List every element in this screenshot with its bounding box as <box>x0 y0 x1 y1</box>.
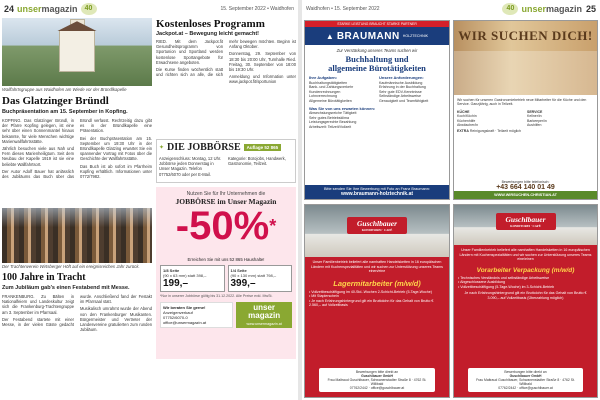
col-item: Kundenrechnungen <box>309 89 341 94</box>
brand-word: unser <box>521 4 546 14</box>
bullet-item: • Je nach Erfahrungshintergrund gilt ein Bruttolohn für das Gehalt von Brutto € 2.560,– auf Vollzeitbasis <box>309 298 434 307</box>
contact-name: Anzeigenverkauf <box>163 310 193 315</box>
col-item: Lohnverrechnung <box>309 94 337 99</box>
mag-web[interactable]: www.unsermagazin.at <box>246 322 282 326</box>
braumann-company-sub: HOLZTECHNIK <box>402 34 429 38</box>
article-headline: Kostenloses Programm <box>156 18 265 30</box>
wirsuchen-phone-label: Bewerbungen bitte telefonisch: <box>501 179 550 184</box>
guschlbauer-position: Vorarbeiter Verpackung (m/w/d) <box>476 266 575 274</box>
col-item: Sehr gutes Betriebsklima <box>309 115 349 120</box>
brand-bold-word: magazin <box>41 4 78 14</box>
contact-name: Guschlbauer GmbH <box>509 374 542 378</box>
bullet-item: • Vollzeitbeschäftigung im 40-Std.-Wochen 2-Schicht-Betrieb (5-Tage-Woche) <box>309 289 432 294</box>
article-body <box>2 118 152 200</box>
guschlbauer-pay: Je nach Erfahrungshintergrund gilt ein Bruttolohn für das Gehalt von Brutto € 3.090,– auf Vollzeitbasis (Überzahlung möglich) <box>464 291 587 300</box>
article-body <box>2 294 152 390</box>
contact-email[interactable]: office@unsermagazin.at <box>163 320 207 325</box>
bullet-text: Je nach Erfahrungshintergrund gilt ein Bruttolohn für das Gehalt von Brutto € 2.560,– auf Vollzeitbasis <box>309 298 434 307</box>
guschlbauer-photo <box>454 205 597 245</box>
contact-title: Bewerbungen bitte direkt an <box>355 370 399 374</box>
article-paragraph: Bei der Buchpräsentation am 15. September um 19:30 Uhr in der Bründlkapelle Glatzing erwartet Sie ein spannender Vortrag mit Fotos über die Geschichte der Wallfahrtsstätte. <box>80 135 152 162</box>
guschlbauer-logo <box>496 213 556 230</box>
wirsuchen-columns <box>454 110 597 128</box>
promo-footnote: *Nur in unserer Jobbörse gültig bis 31.12.2022. Alle Preise exkl. MwSt. <box>160 294 273 298</box>
tracht-group-photo <box>2 208 152 263</box>
anniversary-badge: 40 <box>502 3 518 15</box>
price-value: 199,– <box>163 278 189 289</box>
col-head: Was Sie von uns erwarten können: <box>309 105 376 111</box>
col-head: Unsere Anforderungen: <box>379 75 424 80</box>
col-item: Abwechslungsreiche Tätigkeit <box>309 111 357 116</box>
mag-logo-line1: unser <box>253 303 276 312</box>
guschlbauer-contact <box>319 368 435 392</box>
jobboerse-icon: ✦ <box>159 145 165 151</box>
col-head: SERVICE <box>527 109 543 114</box>
contact-phone[interactable]: 07762/2442 · office@guschlbauer.at <box>349 386 405 390</box>
wirsuchen-footer <box>454 180 597 199</box>
col-item: Allgemeine Bürotätigkeiten <box>309 98 352 103</box>
col-item: Aushilfen <box>527 123 542 128</box>
guschlbauer-bullets <box>454 276 597 290</box>
wirsuchen-job-ad <box>453 20 598 200</box>
braumann-company: BRAUMANN <box>336 30 400 42</box>
jobboerse-promo-ad <box>156 187 296 359</box>
col-item: Koch/Köchin <box>457 114 477 119</box>
promo-title: JOBBÖRSE im Unser Magazin <box>175 197 277 206</box>
col-item: Leistungsgerechte Bezahlung <box>309 120 357 125</box>
jobboerse-circulation-tag: Auflage 52 865 <box>244 144 282 151</box>
wirsuchen-col-kitchen <box>457 110 524 128</box>
price-label: 1/4 Seite <box>230 268 247 273</box>
article-paragraph: Der Festabend startete mit einer Messe, in der vielen Gäste gedacht wurde. Anschließend fand der Festakt im Pfarrsaal statt. <box>2 294 152 328</box>
contact-address: Frau Maltraud Guschlbauer, Schwanenstadter Straße 8 · 4762 St. Willibald <box>327 378 427 386</box>
price-sub: (90 x 130 mm) statt 798,– <box>230 273 277 278</box>
left-page <box>0 0 298 400</box>
logo-text: Guschlbauer <box>505 215 546 224</box>
contact-address: Frau Maltraud Guschlbauer, Schwanenstadter Straße 8 · 4762 St. Willibald <box>476 378 575 386</box>
brand-word: unser <box>17 4 42 14</box>
promo-contact-row <box>160 302 292 328</box>
price-box-quarter <box>228 265 293 292</box>
article-paragraph: Der Autor Adolf Bauer hat anlässlich des Jubiläums das Buch über das Bründl verfasst. Rechtzeitig dazu gibt es in der Bründlkapelle eine Präsentation. <box>2 118 152 180</box>
mag-logo-line2: magazin <box>248 311 281 320</box>
wirsuchen-col-extra: EXTRA Reinigungskraft · Teilzeit möglich <box>457 129 521 134</box>
col-item: Arbeitszeit: Teilzeit/Vollzeit <box>309 124 352 129</box>
col-head: Ihre Aufgaben: <box>309 75 338 80</box>
promo-intro: Nutzen Sie für Ihr Unternehmen die <box>186 191 266 197</box>
wirsuchen-intro: Wir suchen für unseren Gastronomiebetrieb neue Mitarbeiter für die Küche und den Service. Ganzjährig, auch in Teilzeit. <box>457 98 587 107</box>
contact-name: Guschlbauer GmbH <box>361 374 393 378</box>
article-headline: 100 Jahre in Tracht <box>2 272 86 283</box>
bullet-text: Abgeschlossene Ausbildung <box>460 280 506 284</box>
page-number-right: 25 <box>585 4 596 14</box>
col-item: Reinigungskraft <box>469 129 495 134</box>
jobboerse-title: DIE JOBBÖRSE <box>167 142 241 153</box>
contact-phone[interactable]: 07762/2442 · office@guschlbauer.at <box>498 386 553 390</box>
article-paragraph: FRANKENBURG. Zu Bälten in Nationalfeiern und Landeskultur zeigt sich die Frankenburg-Trachtengruppe am 3. September im Pfarrsaal. <box>2 294 74 315</box>
article-paragraph: Die Kurse finden wöchentlich statt und richten sich an alle, die sich mehr bewegen möchten. Beginn ist Anfang Oktober. <box>156 39 296 78</box>
braumann-columns <box>305 73 449 107</box>
logo-text: Guschlbauer <box>356 219 397 228</box>
left-page-header <box>0 0 298 18</box>
jobboerse-title-row <box>159 142 293 153</box>
article-headline: Das Glatzinger Bründl <box>2 95 109 107</box>
logo-sub: KONDITOREI · CAFÉ <box>510 224 541 228</box>
wirsuchen-col-service <box>527 110 594 128</box>
photo-caption: Der Trachtenverein Wirtsberger Höft auf ein ereignisreiches Jahr zurück. <box>2 264 140 269</box>
col-item: Kellner/in <box>527 114 542 119</box>
col-item: Genauigkeit und Teamfähigkeit <box>379 98 429 103</box>
price-sub: (90 x 63 mm) statt 398,– <box>163 273 207 278</box>
logo-sub: KONDITOREI · CAFÉ <box>361 228 393 232</box>
promo-percent-row <box>160 206 292 255</box>
guschlbauer-photo <box>305 205 449 257</box>
article-kostenlos <box>156 18 296 359</box>
bullet-item: • Vollzeitbeschäftigung (5-Tage-Woche) im 3-Schicht-Betrieb <box>458 284 555 289</box>
braumann-col-offer <box>305 107 449 130</box>
guschlbauer-contact <box>468 368 583 392</box>
col-item: Erfahrung in der Buchhaltung <box>379 85 426 90</box>
braumann-job-ad <box>304 20 450 200</box>
photo-caption: Wallfahrtsgruppe aus Waidhofen am Wiede vor der Bründlkapelle <box>2 87 127 92</box>
price-box-eighth <box>160 265 225 292</box>
braumann-web[interactable]: www.braumann-holztechnik.at <box>340 191 414 197</box>
article-body <box>156 39 296 137</box>
col-item: Buchhaltungstätigkeiten <box>309 80 348 85</box>
price-label: 1/8 Seite <box>163 268 180 273</box>
col-item: Abwäscher/in <box>457 123 479 128</box>
article-paragraph: Musikalisch umrahmt wurde der Abend von den Frankenburger Musikanten. Bürgermeister und Vertreter der Landesvereine gratulierten zum runden Jubiläum. <box>80 306 152 333</box>
braumann-banner: STARKE LEISTUNG BRAUCHT STARKE PARTNER <box>305 21 449 27</box>
guschlbauer-vorarbeiter-ad <box>453 204 598 398</box>
right-page-header <box>302 0 600 18</box>
guschlbauer-intro: Unser Familienbetrieb beliefert alle namhaften Handelsketten in 16 europäischen Ländern mit Kuchenspezialitäten und wir suchen zur Unterstützung unseres Teams eine/einen <box>459 248 592 261</box>
article-subhead: Zum Jubiläum gab's einen Festabend mit Messe. <box>2 285 130 291</box>
article-paragraph: Das Buch ist ab sofort im Pfarrheim Kopfing erhältlich. Informationen unter 0772/7982. <box>80 163 152 180</box>
jobboerse-banner <box>156 139 296 183</box>
article-paragraph: RIED. Mit dem Jackpot.fit Gesundheitsprogramm von Sportunion und Sportland werden kostenlose Sportangebote für Erwachsene angeboten. <box>156 39 223 65</box>
bullet-text: Mit Staplerschein <box>311 294 339 298</box>
promo-reach: Erreichen Sie mit uns 52 865 Haushalte! <box>187 257 265 262</box>
wirsuchen-photo <box>454 51 597 95</box>
price-value: 399,– <box>230 278 256 289</box>
guschlbauer-position: Lagermitarbeiter (m/w/d) <box>333 278 421 288</box>
braumann-col-tasks <box>309 76 375 104</box>
left-date-line: 15. September 2022 • Waidhofen <box>220 6 294 12</box>
braumann-col-requirements <box>379 76 445 104</box>
wirsuchen-phone[interactable]: +43 664 140 01 49 <box>496 184 555 191</box>
bullet-item: • Mit Staplerschein <box>309 294 339 298</box>
article-tracht <box>2 208 152 390</box>
braumann-footer-text: Bitte senden Sie Ihre Bewerbung mit Foto an Franz Braumann: <box>324 187 430 191</box>
article-subhead: Buchpräsentation am 15. September in Kopfing. <box>2 109 128 115</box>
col-item: Küchenhilfe <box>457 118 476 123</box>
jobboerse-text-row <box>159 156 293 177</box>
col-head: EXTRA <box>457 129 469 134</box>
braumann-tagline: Zur Verstärkung unseres Teams suchen wir <box>336 48 418 53</box>
braumann-title-1: Buchhaltung und <box>345 54 409 64</box>
wirsuchen-title: WIR SUCHEN DICH! <box>458 28 593 43</box>
chapel-building-shape <box>59 30 95 72</box>
bullet-text: Vollzeitbeschäftigung (5-Tage-Woche) im 3-Schicht-Betrieb <box>460 284 555 289</box>
chapel-photo <box>2 18 152 86</box>
guschlbauer-bullets <box>305 290 449 308</box>
promo-percent: -50% <box>175 204 270 248</box>
right-date-line: Waidhofen • 15. September 2022 <box>306 6 380 12</box>
braumann-logo-icon: ▲ <box>325 31 334 41</box>
article-paragraph: Jährlich besuchen viele aus Nah und Fern dieses Marienheiligtum. Seit dem Neubau der Kapelle 1919 ist sie eine beliebte Wallfahrtsort. <box>2 146 74 167</box>
guschlbauer-logo <box>347 217 407 234</box>
contact-title: Bewerbungen bitte direkt an <box>504 370 547 374</box>
bullet-text: Vollzeitbeschäftigung im 40-Std.-Wochen 2-Schicht-Betrieb (5-Tage-Woche) <box>311 289 432 294</box>
promo-asterisk: * <box>269 216 277 236</box>
right-page <box>302 0 600 400</box>
article-subhead: Jackpot.at – Bewegung leicht gemacht! <box>156 31 259 37</box>
col-item: Bank- und Zahlungsverkehr <box>309 85 354 90</box>
guschlbauer-intro: Unser Familienbetrieb beliefert alle namhaften Handelsketten in 16 europäischen Ländern mit Kuchenspezialitäten und wir suchen zur Unterstützung unseres Teams einen/eine <box>311 260 443 273</box>
promo-price-row <box>160 265 292 292</box>
col-item: Selbständige Arbeitsweise <box>379 94 421 99</box>
col-item: Teilzeit möglich <box>497 129 521 134</box>
col-item: Barkeeper/in <box>527 118 547 123</box>
guschlbauer-lager-ad <box>304 204 450 398</box>
article-glatzinger <box>2 18 152 200</box>
braumann-footer <box>305 185 449 199</box>
col-item: Sehr gute EDV-Kenntnisse <box>379 89 422 94</box>
bullet-text: Technisches Verständnis und selbständige Arbeitsweise <box>460 275 550 280</box>
page-number-left: 24 <box>4 4 15 14</box>
jobboerse-left-text: Anzeigenschluss: Montag, 12 Uhr. Jobbörse jeden Donnerstag in Unser Magazin. Telefon 07752/6070 oder per E-Mail. <box>159 156 222 177</box>
article-paragraph: KOPFING. Das Glatzinger Bründl, in der Pfarre Kopfing gelegen, ist eine sehr über einen Sonnenmantel hinaus bekannte, für viele Menschen wichtige Marienwallfahrtsstätte. <box>2 118 74 144</box>
bullet-item: • Abgeschlossene Ausbildung <box>458 280 506 284</box>
brand-bold-word: magazin <box>545 4 582 14</box>
wirsuchen-header <box>454 21 597 51</box>
bullet-item: • Technisches Verständnis und selbständige Arbeitsweise <box>458 275 550 280</box>
promo-contact-box <box>160 302 233 328</box>
magazine-logo-box <box>236 302 292 328</box>
braumann-title-2: allgemeine Bürotätigkeiten <box>328 63 426 73</box>
col-head: KÜCHE <box>457 109 470 114</box>
contact-phone[interactable]: 07752/6070-0 <box>163 315 188 320</box>
article-paragraph: Donnerstag, 29. September von 18:30 bis 20:00 Uhr, Turnhalle Ried. Freitag, 30. September von 18:00 bis 19:30 Uhr. <box>229 51 296 73</box>
magazine-logo <box>521 4 582 14</box>
col-item: Kaufmännische Ausbildung <box>379 80 423 85</box>
jobboerse-right-text: Kategorie: Bürojobs, Handwerk, Gastronomie, Teilzeit. <box>228 156 286 167</box>
anniversary-badge: 40 <box>81 3 97 15</box>
contact-title: Wir beraten Sie gerne! <box>163 305 206 310</box>
article-paragraph: Anmeldung und Information unter www.jackpot.fit/sportunion <box>229 74 296 85</box>
braumann-logo-bar <box>305 27 449 45</box>
wirsuchen-web[interactable]: WWW.WIRSUCHEN-CHRISTIAN.AT <box>454 191 597 199</box>
magazine-logo <box>17 4 78 14</box>
